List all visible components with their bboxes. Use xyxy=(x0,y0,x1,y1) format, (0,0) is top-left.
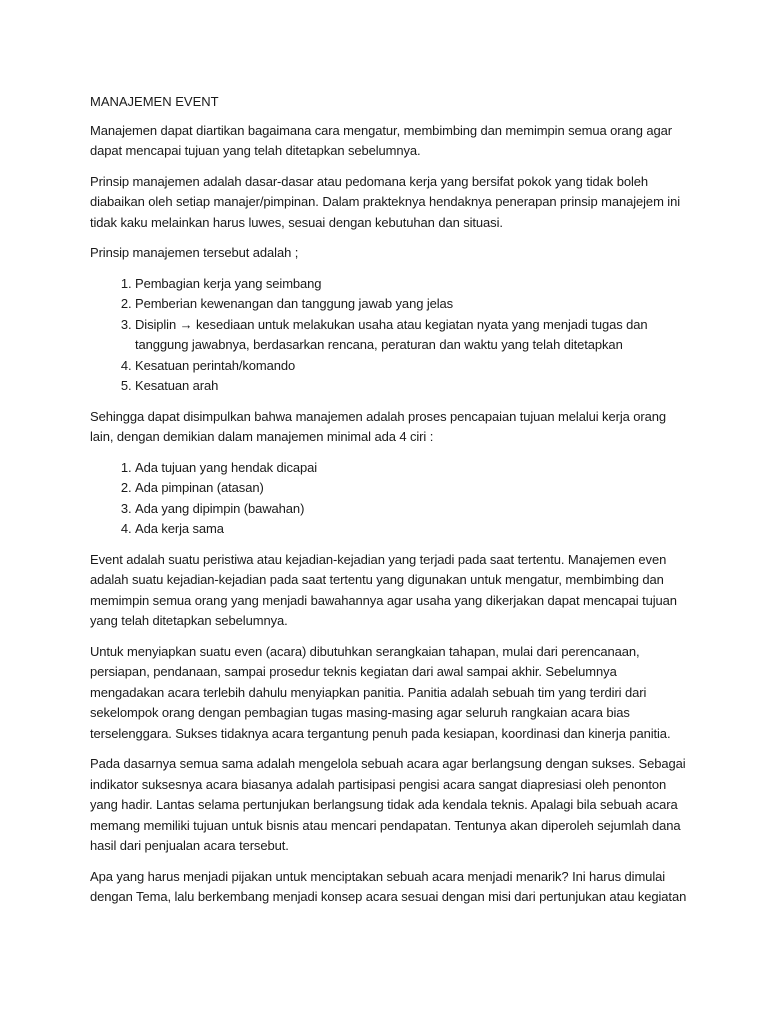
paragraph-event-success: Pada dasarnya semua sama adalah mengelola sebuah acara agar berlangsung dengan sukses. Sebagai indikator suksesnya acara biasanya adalah partisipasi pengisi acara sangat diapresiasi oleh penonton yang hadir. Lantas selama pertunjukan berlangsung tidak ada kendala teknis. Apalagi bila sebuah acara memang memiliki tujuan untuk bisnis atau mencari pendapatan. Tentunya akan diperoleh sejumlah dana hasil dari penjualan acara tersebut. xyxy=(90,756,686,853)
list-item: 2. Pemberian kewenangan dan tanggung jawab yang jelas xyxy=(135,294,690,315)
characteristics-list xyxy=(90,458,690,540)
document-page xyxy=(90,92,690,918)
paragraph-principles-intro: Prinsip manajemen tersebut adalah ; xyxy=(90,245,299,260)
list-item: 5. Kesatuan arah xyxy=(135,376,690,397)
principles-list xyxy=(90,274,690,397)
list-item: 4. Kesatuan perintah/komando xyxy=(135,356,690,377)
paragraph-event-preparation: Untuk menyiapkan suatu even (acara) dibutuhkan serangkaian tahapan, mulai dari perencanaan, persiapan, pendanaan, sampai prosedur teknis kegiatan dari awal sampai akhir. Sebelumnya mengadakan acara terlebih dahulu menyiapkan panitia. Panitia adalah sebuah tim yang terdiri dari sekelompok orang dengan pembagian tugas masing-masing agar seluruh rangkaian acara bias terselenggara. Sukses tidaknya acara tergantung penuh pada kesiapan, koordinasi dan kinerja panitia. xyxy=(90,643,671,741)
list-item: 3. Ada yang dipimpin (bawahan) xyxy=(135,499,690,520)
paragraph-principles: Prinsip manajemen adalah dasar-dasar atau pedomana kerja yang bersifat pokok yang tidak boleh diabaikan oleh setiap manajer/pimpinan. Dalam prakteknya hendaknya penerapan prinsip manajejem ini tidak kaku melainkan harus luwes, sesuai dengan kebutuhan dan situasi. xyxy=(90,173,681,230)
paragraph-definition: Manajemen dapat diartikan bagaimana cara mengatur, membimbing dan memimpin semua orang agar dapat mencapai tujuan yang telah ditetapkan sebelumnya. xyxy=(90,122,673,158)
list-item: 3. Disiplin → kesediaan untuk melakukan usaha atau kegiatan nyata yang menjadi tugas dan tanggung jawabnya, berdasarkan rencana, peraturan dan waktu yang telah ditetapkan xyxy=(135,315,690,356)
paragraph-conclusion: Sehingga dapat disimpulkan bahwa manajemen adalah proses pencapaian tujuan melalui kerja orang lain, dengan demikian dalam manajemen minimal ada 4 ciri : xyxy=(90,408,666,444)
list-item: 1. Pembagian kerja yang seimbang xyxy=(135,274,690,295)
list-item: 1. Ada tujuan yang hendak dicapai xyxy=(135,458,690,479)
paragraph-event-definition: Event adalah suatu peristiwa atau kejadian-kejadian yang terjadi pada saat tertentu. Manajemen even adalah suatu kejadian-kejadian pada saat tertentu yang digunakan untuk mengatur, membimbing dan memimpin semua orang yang menjadi bawahannya agar usaha yang dikerjakan dapat mencapai tujuan yang telah ditetapkan sebelumnya. xyxy=(90,551,677,628)
list-item: 2. Ada pimpinan (atasan) xyxy=(135,478,690,499)
document-title: MANAJEMEN EVENT xyxy=(90,94,219,109)
list-item: 4. Ada kerja sama xyxy=(135,519,690,540)
paragraph-event-theme: Apa yang harus menjadi pijakan untuk menciptakan sebuah acara menjadi menarik? Ini harus dimulai dengan Tema, lalu berkembang menjadi konsep acara sesuai dengan misi dari pertunjukan atau kegiatan xyxy=(90,868,687,904)
